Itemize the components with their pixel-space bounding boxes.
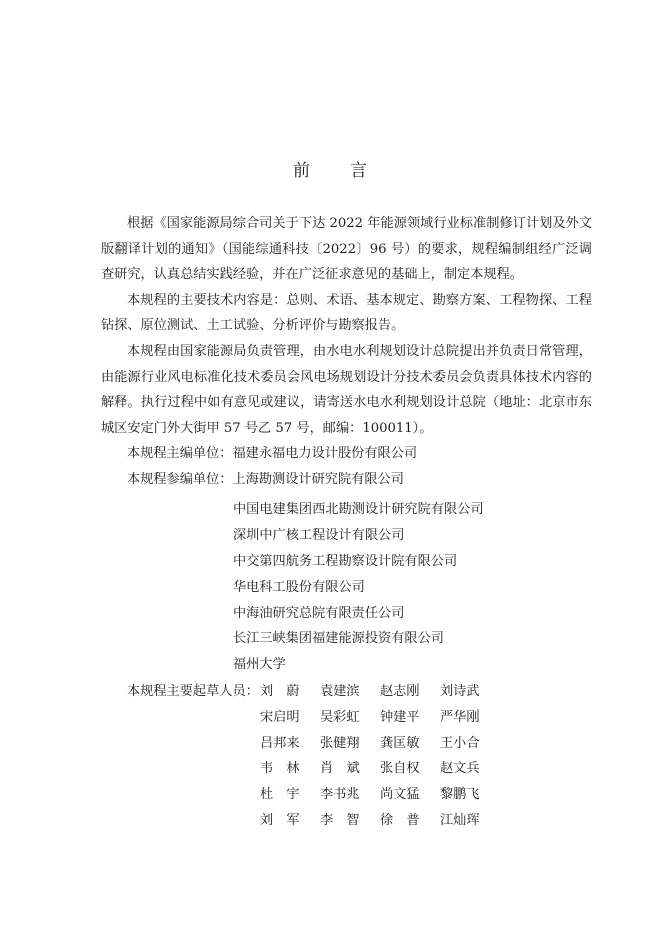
drafter-name: 宋启明 (260, 709, 300, 725)
page-title: 前 言 (293, 161, 369, 181)
drafter-name: 刘诗武 (440, 684, 480, 699)
participating-unit: 福州大学 (233, 657, 286, 673)
drafter-name: 刘 蔚 (260, 684, 300, 699)
drafter-name: 钟建平 (380, 709, 420, 725)
participating-units-label: 本规程参编单位： (127, 471, 233, 487)
participating-unit: 中交第四航务工程勘察设计院有限公司 (233, 553, 458, 569)
drafter-row (260, 705, 500, 731)
drafter-name: 张自权 (380, 761, 420, 777)
participating-units-list (233, 497, 484, 678)
drafter-row (260, 679, 500, 705)
drafter-name: 李 智 (320, 812, 360, 828)
drafter-name: 龚匡敏 (380, 735, 420, 751)
drafter-name: 赵文兵 (440, 761, 480, 777)
preface-paragraph-1: 根据《国家能源局综合司关于下达 2022 年能源领域行业标准制修订计划及外文版翻译计划的通知》（国能综通科技〔2022〕96 号）的要求，规程编制组经广泛调查研究，认真总结实践经验，并在广泛征求意见的基础上，制定本规程。 (101, 216, 592, 283)
drafters-grid (260, 679, 500, 834)
drafter-name: 吕邦来 (260, 735, 300, 751)
participating-unit: 深圳中广核工程设计有限公司 (233, 527, 405, 543)
drafter-row (260, 782, 500, 808)
participating-unit: 华电科工股份有限公司 (233, 579, 365, 595)
participating-units-label-line (101, 467, 592, 493)
participating-unit: 长江三峡集团福建能源投资有限公司 (233, 631, 444, 647)
drafter-name: 肖 斌 (320, 761, 360, 777)
participating-unit: 上海勘测设计研究院有限公司 (232, 471, 404, 487)
drafter-name: 江灿珲 (440, 812, 480, 828)
drafter-name: 徐 普 (380, 812, 420, 828)
chief-unit-line: 本规程主编单位：福建永福电力设计股份有限公司 (127, 446, 418, 462)
preface-paragraph-3: 本规程由国家能源局负责管理，由水电水利规划设计总院提出并负责日常管理，由能源行业风电标准化技术委员会风电场规划设计分技术委员会负责具体技术内容的解释。执行过程中如有意见或建议，请寄送水电水利规划设计总院（地址：北京市东城区安定门外大街甲 57 号乙 57 号，邮编：100011）。 (101, 343, 592, 436)
drafter-name: 尚文猛 (380, 787, 420, 803)
drafters-label: 本规程主要起草人员： (127, 684, 259, 699)
drafter-name: 刘 军 (260, 812, 300, 828)
drafter-name: 王小合 (440, 735, 480, 751)
drafter-name: 吴彩虹 (320, 709, 360, 725)
drafter-name: 韦 林 (260, 761, 300, 777)
drafter-name: 李书兆 (320, 787, 360, 803)
preface-paragraph-2: 本规程的主要技术内容是：总则、术语、基本规定、勘察方案、工程物探、工程钻探、原位测试、土工试验、分析评价与勘察报告。 (101, 292, 592, 334)
drafter-name: 赵志刚 (380, 684, 420, 699)
participating-unit: 中国电建集团西北勘测设计研究院有限公司 (233, 502, 484, 517)
drafter-row (260, 756, 500, 782)
drafter-name: 袁建滨 (320, 684, 360, 699)
drafter-name: 张健翔 (320, 735, 360, 751)
drafter-name: 黎鹏飞 (440, 787, 480, 803)
drafter-name: 严华刚 (440, 709, 480, 725)
drafter-name: 杜 宇 (260, 787, 300, 803)
participating-unit: 中海油研究总院有限责任公司 (233, 605, 405, 621)
drafter-row (260, 731, 500, 757)
drafter-row (260, 808, 500, 834)
preface-body (101, 211, 592, 493)
